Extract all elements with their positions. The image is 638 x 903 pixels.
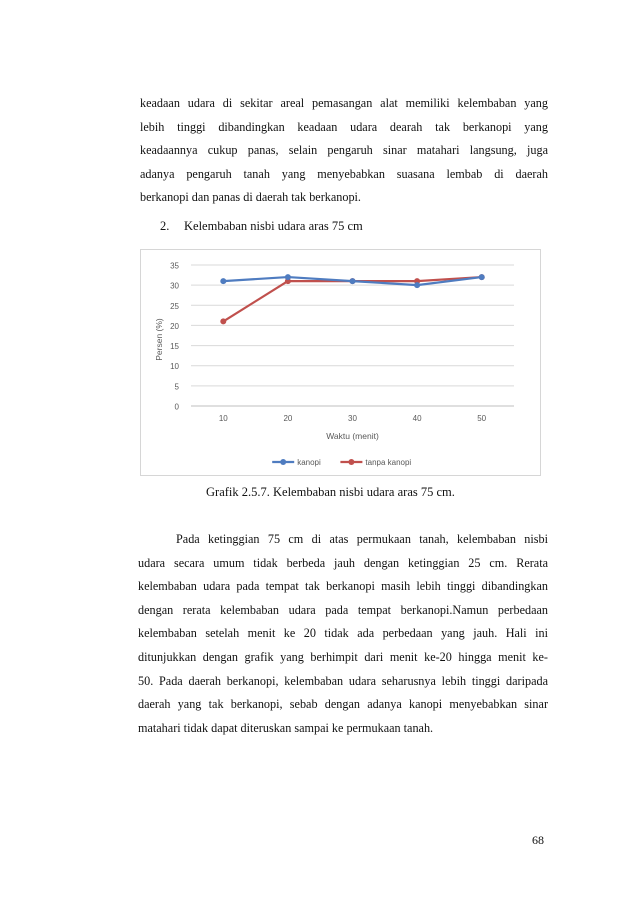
text-line: kelembaban udara pada tempat tak berkanopi masih lebih tinggi dibandingkan xyxy=(138,579,548,594)
data-point xyxy=(414,282,420,288)
data-point xyxy=(285,274,291,280)
body-paragraph-2 xyxy=(138,528,548,740)
data-point xyxy=(220,278,226,284)
y-axis-title: Persen (%) xyxy=(154,318,164,361)
y-tick-label: 5 xyxy=(174,382,179,392)
legend-label: tanpa kanopi xyxy=(365,458,412,467)
data-point xyxy=(479,274,485,280)
legend-swatch-marker xyxy=(348,459,354,465)
x-tick-label: 20 xyxy=(283,414,293,423)
text-line: berkanopi dan panas di daerah tak berkanopi. xyxy=(140,190,361,205)
text-line: ditunjukkan dengan grafik yang berhimpit dari menit ke-20 hingga menit ke- xyxy=(138,649,548,664)
body-paragraph-1 xyxy=(140,92,548,210)
text-line: kelembaban setelah menit ke 20 tidak ada perbedaan yang jauh. Hali ini xyxy=(138,626,548,641)
text-line: Pada ketinggian 75 cm di atas permukaan tanah, kelembaban nisbi xyxy=(176,532,548,546)
figure-caption: Grafik 2.5.7. Kelembaban nisbi udara aras 75 cm. xyxy=(206,485,455,499)
data-point xyxy=(350,278,356,284)
y-tick-label: 20 xyxy=(170,321,179,331)
legend-label: kanopi xyxy=(297,458,321,467)
text-line: daerah yang tak berkanopi, sebab dengan adanya kanopi menyebabkan sinar xyxy=(138,697,548,712)
y-tick-label: 25 xyxy=(170,301,179,311)
chart-svg xyxy=(141,250,542,477)
page-number: 68 xyxy=(532,833,544,847)
x-axis-title: Waktu (menit) xyxy=(326,431,379,441)
subheading-text: Kelembaban nisbi udara aras 75 cm xyxy=(184,219,363,233)
data-point xyxy=(220,318,226,324)
subheading-number: 2. xyxy=(160,219,170,233)
text-line: dengan rerata kelembaban udara pada tempat berkanopi.Namun perbedaan xyxy=(138,602,548,617)
line-chart xyxy=(140,249,541,476)
y-tick-label: 10 xyxy=(170,362,179,372)
y-tick-label: 35 xyxy=(170,261,179,271)
text-line: adanya pengaruh tanah yang menyebabkan suasana lembab di daerah xyxy=(140,166,548,181)
text-line: keadaan udara di sekitar areal pemasangan alat memiliki kelembaban yang xyxy=(140,96,548,110)
text-line: udara secara umum tidak berbeda jauh dengan ketinggian 25 cm. Rerata xyxy=(138,555,548,570)
text-line: matahari tidak dapat diteruskan sampai ke permukaan tanah. xyxy=(138,720,434,735)
x-tick-label: 30 xyxy=(348,414,357,423)
section-subheading xyxy=(160,219,363,234)
text-line: lebih tinggi dibandingkan keadaan udara dearah tak berkanopi yang xyxy=(140,119,548,134)
x-tick-label: 10 xyxy=(218,414,228,423)
x-tick-label: 50 xyxy=(477,414,487,423)
x-tick-label: 40 xyxy=(412,414,422,423)
text-line: keadaannya cukup panas, selain pengaruh sinar matahari langsung, juga xyxy=(140,143,548,158)
y-tick-label: 15 xyxy=(170,342,179,352)
y-tick-label: 30 xyxy=(170,281,179,291)
legend-swatch-marker xyxy=(280,459,286,465)
text-line: 50. Pada daerah berkanopi, kelembaban udara seharusnya lebih tinggi daripada xyxy=(138,673,548,688)
legend-item xyxy=(340,458,411,467)
y-tick-label: 0 xyxy=(174,402,179,412)
legend-item xyxy=(272,458,321,467)
